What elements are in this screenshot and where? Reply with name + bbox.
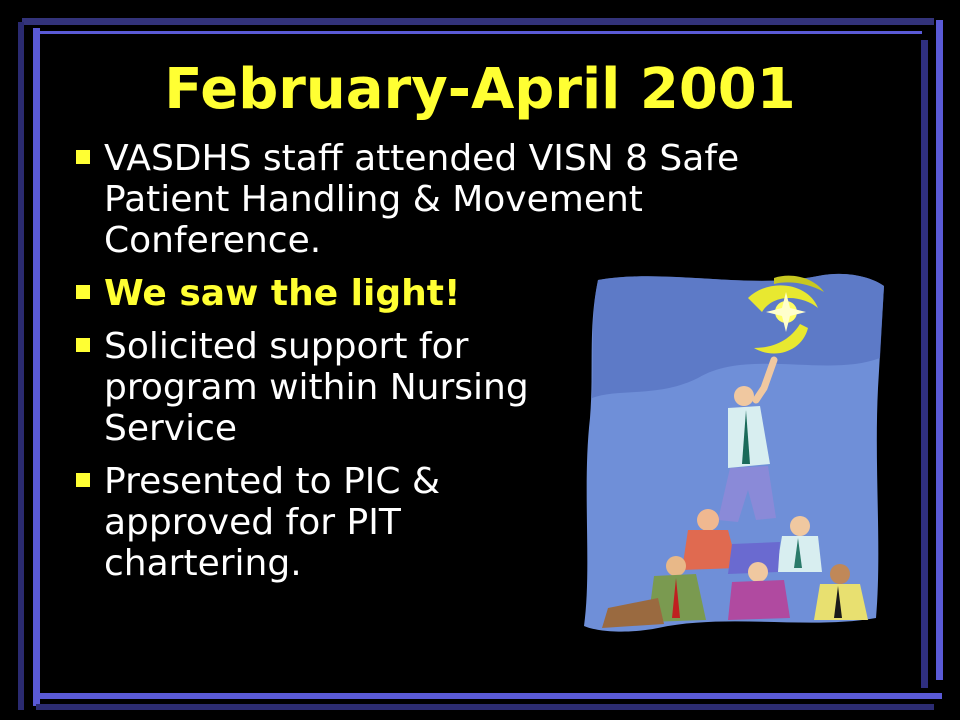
bullet-text: We saw the light!	[104, 273, 461, 314]
bullet-item	[72, 138, 852, 261]
frame-bar-left	[18, 22, 24, 710]
frame-bar-top-inner	[38, 31, 922, 34]
frame-bar-bottom	[36, 704, 934, 710]
bullet-text: Solicited support for program within Nursing Service	[104, 326, 529, 449]
square-bullet-icon	[76, 338, 90, 352]
square-bullet-icon	[76, 473, 90, 487]
frame-bar-left-inner	[33, 28, 40, 706]
bullet-text: Presented to PIC & approved for PIT chartering.	[104, 461, 441, 584]
square-bullet-icon	[76, 285, 90, 299]
frame-bar-right-inner	[921, 40, 928, 688]
human-pyramid-illustration-icon	[578, 268, 890, 638]
frame-bar-bottom-inner	[36, 693, 942, 699]
frame-bar-top	[22, 18, 934, 25]
bullet-text: VASDHS staff attended VISN 8 Safe Patient Handling & Movement Conference.	[104, 138, 740, 261]
square-bullet-icon	[76, 150, 90, 164]
slide-title: February-April 2001	[164, 57, 796, 122]
